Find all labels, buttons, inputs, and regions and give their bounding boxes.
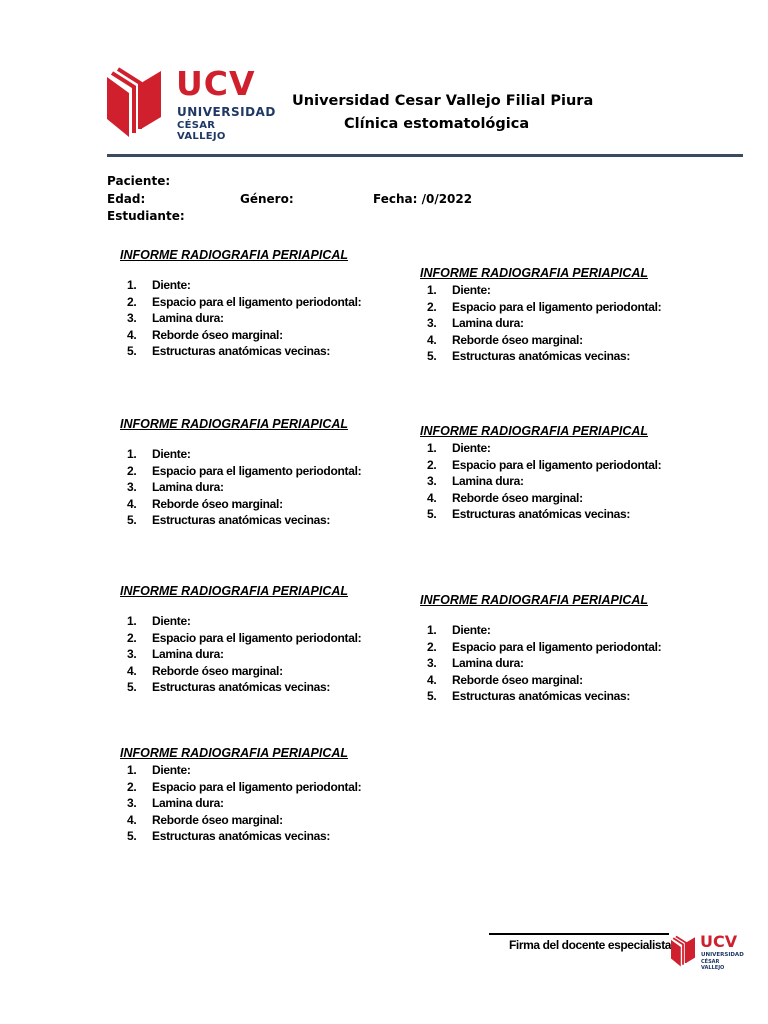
report-item	[418, 639, 748, 656]
header-divider	[107, 154, 743, 157]
report-item	[418, 490, 748, 507]
report-item-label: Lamina dura:	[152, 480, 224, 494]
report-item-number: 1.	[427, 623, 437, 637]
report-item	[118, 277, 448, 294]
report-item	[118, 479, 448, 496]
report-item	[118, 446, 448, 463]
report-item-label: Diente:	[452, 283, 491, 297]
report-item-label: Estructuras anatómicas vecinas:	[452, 349, 631, 363]
report-item-number: 1.	[427, 283, 437, 297]
report-title: INFORME RADIOGRAFIA PERIAPICAL	[120, 584, 349, 598]
report-title: INFORME RADIOGRAFIA PERIAPICAL	[120, 248, 349, 262]
logo-line-1: UNIVERSIDAD	[177, 105, 276, 119]
report-item	[118, 294, 448, 311]
signature-label: Firma del docente especialista	[509, 938, 672, 952]
report-item-label: Reborde óseo marginal:	[452, 332, 583, 347]
report-item-number: 4.	[427, 672, 437, 687]
report-item	[118, 663, 448, 680]
header-title: Universidad Cesar Vallejo Filial Piura	[292, 93, 594, 109]
report-item-label: Estructuras anatómicas vecinas:	[152, 829, 331, 843]
report-item-number: 1.	[127, 278, 137, 292]
report-item-number: 3.	[427, 316, 437, 330]
report-item-number: 4.	[127, 812, 137, 827]
report-item-number: 2.	[427, 457, 437, 472]
report-item-number: 5.	[127, 829, 137, 843]
footer-logo-line-1: UNIVERSIDAD	[701, 952, 744, 958]
report-item-label: Reborde óseo marginal:	[452, 490, 583, 505]
report-item	[418, 282, 748, 299]
report-item	[118, 828, 448, 845]
report-item	[418, 672, 748, 689]
report-item	[418, 440, 748, 457]
report-item	[418, 506, 748, 523]
report-title: INFORME RADIOGRAFIA PERIAPICAL	[420, 424, 649, 438]
genero-label: Género:	[240, 192, 294, 206]
report-item-label: Estructuras anatómicas vecinas:	[152, 344, 331, 358]
report-block-7	[118, 746, 448, 845]
report-item-number: 2.	[427, 639, 437, 654]
ucv-shield-icon	[671, 935, 695, 967]
report-item-label: Espacio para el ligamento periodontal:	[152, 294, 362, 309]
report-item-label: Espacio para el ligamento periodontal:	[452, 299, 662, 314]
report-item-number: 4.	[127, 327, 137, 342]
report-item-number: 1.	[427, 441, 437, 455]
fecha-label: Fecha: /0/2022	[373, 192, 473, 206]
report-item-label: Diente:	[452, 623, 491, 637]
report-item-number: 3.	[127, 796, 137, 810]
report-item	[118, 463, 448, 480]
logo-brand: UCV	[176, 64, 256, 103]
report-items	[418, 440, 748, 523]
report-block-5	[118, 584, 448, 696]
report-item-label: Reborde óseo marginal:	[152, 327, 283, 342]
report-item	[418, 688, 748, 705]
report-item-label: Reborde óseo marginal:	[152, 496, 283, 511]
report-item	[418, 299, 748, 316]
report-item-label: Estructuras anatómicas vecinas:	[152, 680, 331, 694]
report-item-number: 2.	[427, 299, 437, 314]
report-item-number: 3.	[127, 647, 137, 661]
report-item-label: Estructuras anatómicas vecinas:	[152, 513, 331, 527]
report-item	[118, 812, 448, 829]
signature-line	[489, 933, 669, 935]
footer-logo-line-2: CÉSAR VALLEJO	[701, 959, 725, 971]
report-items	[118, 613, 448, 696]
report-block-3	[118, 417, 448, 529]
report-item-number: 3.	[427, 474, 437, 488]
report-item-label: Reborde óseo marginal:	[152, 812, 283, 827]
report-item-label: Lamina dura:	[152, 311, 224, 325]
report-item-number: 4.	[427, 490, 437, 505]
report-block-2	[418, 266, 748, 365]
report-block-4	[418, 424, 748, 523]
report-item-number: 5.	[427, 507, 437, 521]
ucv-shield-icon	[107, 67, 161, 137]
report-item	[118, 762, 448, 779]
report-item-number: 1.	[127, 763, 137, 777]
report-item	[418, 457, 748, 474]
report-items	[418, 282, 748, 365]
report-items	[118, 762, 448, 845]
paciente-label: Paciente:	[107, 174, 171, 188]
report-item	[418, 348, 748, 365]
report-item-number: 5.	[127, 680, 137, 694]
report-title: INFORME RADIOGRAFIA PERIAPICAL	[120, 746, 349, 760]
report-item-number: 2.	[127, 630, 137, 645]
report-item-number: 4.	[127, 663, 137, 678]
estudiante-label: Estudiante:	[107, 209, 185, 223]
report-item	[418, 332, 748, 349]
report-title: INFORME RADIOGRAFIA PERIAPICAL	[420, 593, 649, 607]
edad-label: Edad:	[107, 192, 146, 206]
report-item-label: Espacio para el ligamento periodontal:	[152, 463, 362, 478]
header-subtitle: Clínica estomatológica	[344, 116, 530, 132]
report-item-number: 2.	[127, 294, 137, 309]
report-item	[118, 646, 448, 663]
report-item-number: 1.	[127, 447, 137, 461]
report-item-number: 4.	[427, 332, 437, 347]
report-item	[118, 679, 448, 696]
report-item	[418, 473, 748, 490]
report-item-label: Espacio para el ligamento periodontal:	[452, 457, 662, 472]
report-block-1	[118, 248, 448, 360]
report-item	[118, 327, 448, 344]
footer-ucv-logo	[671, 932, 744, 971]
report-item-label: Diente:	[152, 447, 191, 461]
report-items	[118, 446, 448, 529]
report-item-number: 5.	[127, 344, 137, 358]
report-item-label: Diente:	[152, 278, 191, 292]
report-items	[118, 277, 448, 360]
report-item-number: 2.	[127, 779, 137, 794]
report-item-label: Lamina dura:	[452, 316, 524, 330]
report-item	[118, 310, 448, 327]
report-item-number: 5.	[127, 513, 137, 527]
report-title: INFORME RADIOGRAFIA PERIAPICAL	[120, 417, 349, 431]
report-item-label: Lamina dura:	[452, 656, 524, 670]
report-item	[418, 315, 748, 332]
ucv-logo	[107, 64, 276, 142]
report-item	[118, 343, 448, 360]
report-item-number: 1.	[127, 614, 137, 628]
footer-logo-brand: UCV	[700, 932, 738, 951]
report-item-label: Reborde óseo marginal:	[152, 663, 283, 678]
report-item-label: Diente:	[152, 614, 191, 628]
report-item-label: Reborde óseo marginal:	[452, 672, 583, 687]
report-item-number: 3.	[127, 311, 137, 325]
report-items	[418, 622, 748, 705]
report-item	[118, 496, 448, 513]
report-item-label: Espacio para el ligamento periodontal:	[152, 779, 362, 794]
report-item-label: Lamina dura:	[152, 647, 224, 661]
report-item-number: 3.	[127, 480, 137, 494]
report-item	[418, 622, 748, 639]
report-item	[418, 655, 748, 672]
report-item	[118, 613, 448, 630]
report-item-label: Estructuras anatómicas vecinas:	[452, 507, 631, 521]
report-item-label: Lamina dura:	[452, 474, 524, 488]
report-block-6	[418, 593, 748, 705]
report-item-label: Lamina dura:	[152, 796, 224, 810]
report-item-number: 5.	[427, 689, 437, 703]
report-title: INFORME RADIOGRAFIA PERIAPICAL	[420, 266, 649, 280]
logo-line-2: CÉSAR VALLEJO	[177, 120, 226, 142]
report-item	[118, 779, 448, 796]
report-item-number: 2.	[127, 463, 137, 478]
report-item-number: 4.	[127, 496, 137, 511]
report-item	[118, 630, 448, 647]
report-item-label: Diente:	[152, 763, 191, 777]
report-item-label: Espacio para el ligamento periodontal:	[152, 630, 362, 645]
report-item	[118, 795, 448, 812]
report-item	[118, 512, 448, 529]
report-item-number: 3.	[427, 656, 437, 670]
report-item-label: Diente:	[452, 441, 491, 455]
report-item-label: Espacio para el ligamento periodontal:	[452, 639, 662, 654]
report-item-number: 5.	[427, 349, 437, 363]
report-item-label: Estructuras anatómicas vecinas:	[452, 689, 631, 703]
